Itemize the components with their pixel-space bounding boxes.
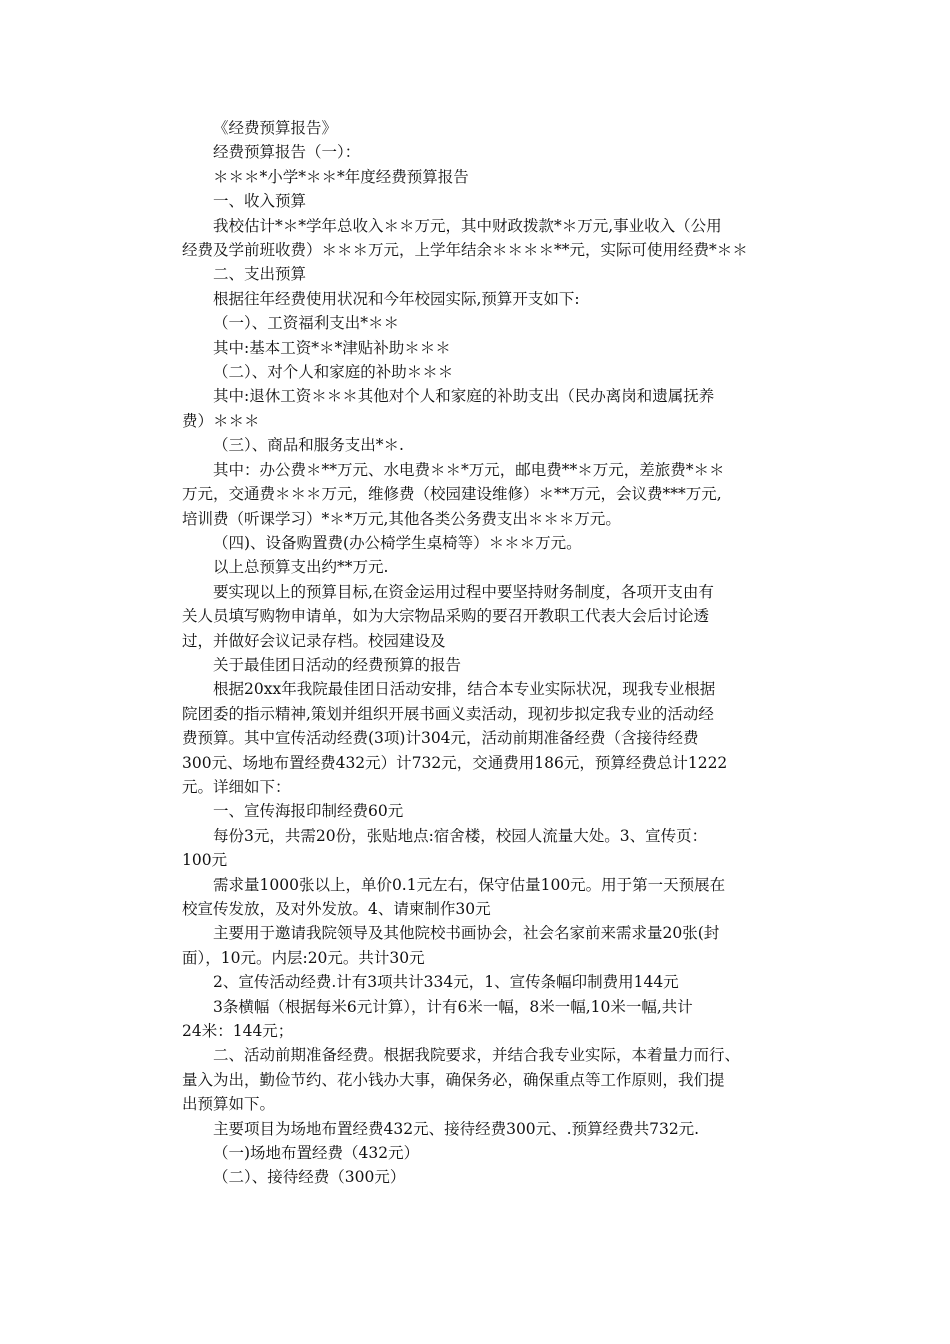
list-item (182, 360, 774, 384)
list-item (182, 1141, 774, 1165)
text-line: 其中:基本工资*＊*津贴补助＊＊＊ (213, 338, 451, 357)
text-line: 过，并做好会议记录存档。校园建设及 (182, 631, 446, 650)
text-line: 经费及学前班收费）＊＊＊万元，上学年结余＊＊＊＊**元，实际可使用经费*＊＊ (182, 241, 748, 260)
paragraph (182, 580, 774, 653)
paragraph (182, 384, 774, 433)
text-line: 300元、场地布置经费432元）计732元，交通费用186元，预算经费总计1222 (182, 753, 728, 772)
text-line: 二、活动前期准备经费。根据我院要求，并结合我专业实际，本着量力而行、 (213, 1046, 741, 1065)
text-line: （二）、接待经费（300元） (213, 1168, 406, 1187)
text-line: 关人员填写购物申请单，如为大宗物品采购的要召开教职工代表大会后讨论透 (182, 607, 710, 626)
document-title (182, 116, 774, 140)
list-item (182, 799, 774, 823)
paragraph (182, 970, 774, 994)
paragraph (182, 873, 774, 922)
list-item (182, 311, 774, 335)
text-line: 100元 (182, 851, 228, 870)
text-line: 主要项目为场地布置经费432元、接待经费300元、.预算经费共732元. (213, 1119, 700, 1138)
text-line: 一、收入预算 (213, 192, 307, 211)
paragraph (182, 336, 774, 360)
text-line: 3条横幅（根据每米6元计算），计有6米一幅，8米一幅,10米一幅,共计 (213, 997, 693, 1016)
text-line: 我校估计*＊*学年总收入＊＊万元，其中财政拨款*＊万元,事业收入（公用 (213, 216, 722, 235)
paragraph (182, 214, 774, 263)
text-line: （四)、设备购置费(办公椅学生桌椅等）＊＊＊万元。 (213, 533, 582, 552)
paragraph (182, 555, 774, 579)
text-line: （二）、对个人和家庭的补助＊＊＊ (213, 363, 454, 382)
text-line: 主要用于邀请我院领导及其他院校书画协会，社会名家前来需求量20张(封 (213, 924, 720, 943)
text-line: 经费预算报告（一）： (213, 143, 361, 162)
text-line: （一）、工资福利支出*＊＊ (213, 314, 400, 333)
expense-heading (182, 262, 774, 286)
text-line: 量入为出，勤俭节约、花小钱办大事，确保务必，确保重点等工作原则，我们提 (182, 1070, 725, 1089)
text-line: 要实现以上的预算目标,在资金运用过程中要坚持财务制度，各项开支由有 (213, 582, 714, 601)
paragraph (182, 1043, 774, 1116)
list-item (182, 1165, 774, 1189)
text-line: 根据20xx年我院最佳团日活动安排，结合本专业实际状况，现我专业根据 (213, 680, 716, 699)
text-line: 培训费（听课学习）*＊*万元,其他各类公务费支出＊＊＊万元。 (182, 509, 621, 528)
text-line: 一、宣传海报印制经费60元 (213, 802, 404, 821)
text-line: 出预算如下。 (182, 1095, 276, 1114)
paragraph (182, 921, 774, 970)
text-line: ＊＊＊*小学*＊＊*年度经费预算报告 (213, 167, 469, 186)
section-heading (182, 653, 774, 677)
section-heading (182, 140, 774, 164)
text-line: 每份3元，共需20份，张贴地点:宿舍楼，校园人流量大处。3、宣传页： (213, 826, 708, 845)
text-line: （一)场地布置经费（432元） (213, 1144, 420, 1163)
text-line: 元。详细如下： (182, 777, 291, 796)
text-line: 24米：144元； (182, 1022, 294, 1041)
paragraph (182, 458, 774, 531)
paragraph (182, 287, 774, 311)
income-heading (182, 189, 774, 213)
text-line: 院团委的指示精神,策划并组织开展书画义卖活动，现初步拟定我专业的活动经 (182, 704, 714, 723)
list-item (182, 531, 774, 555)
text-line: 其中:退休工资＊＊＊其他对个人和家庭的补助支出（民办离岗和遗属抚养 (213, 387, 715, 406)
text-line: 《经费预算报告》 (213, 119, 338, 137)
text-line: 根据往年经费使用状况和今年校园实际,预算开支如下: (213, 289, 580, 308)
list-item (182, 433, 774, 457)
document-body (182, 116, 774, 1190)
text-line: 万元，交通费＊＊＊万元，维修费（校园建设维修）＊**万元，会议费***万元, (182, 485, 722, 504)
text-line: 二、支出预算 (213, 265, 307, 284)
text-line: 面），10元。内层:20元。共计30元 (182, 948, 425, 967)
text-line: （三）、商品和服务支出*＊. (213, 436, 404, 455)
report-title (182, 165, 774, 189)
paragraph (182, 1117, 774, 1141)
text-line: 以上总预算支出约**万元. (213, 558, 389, 577)
text-line: 其中：办公费＊**万元、水电费＊＊*万元，邮电费**＊万元，差旅费*＊＊ (213, 460, 725, 479)
text-line: 费）＊＊＊ (182, 411, 260, 430)
text-line: 关于最佳团日活动的经费预算的报告 (213, 655, 462, 674)
text-line: 费预算。其中宣传活动经费(3项)计304元，活动前期准备经费（含接待经费 (182, 729, 699, 748)
text-line: 2、宣传活动经费.计有3项共计334元，1、宣传条幅印制费用144元 (213, 973, 679, 992)
paragraph (182, 677, 774, 799)
paragraph (182, 824, 774, 873)
paragraph (182, 995, 774, 1044)
text-line: 校宣传发放，及对外发放。4、请柬制作30元 (182, 900, 491, 918)
text-line: 需求量1000张以上，单价0.1元左右，保守估量100元。用于第一天预展在 (213, 875, 726, 894)
